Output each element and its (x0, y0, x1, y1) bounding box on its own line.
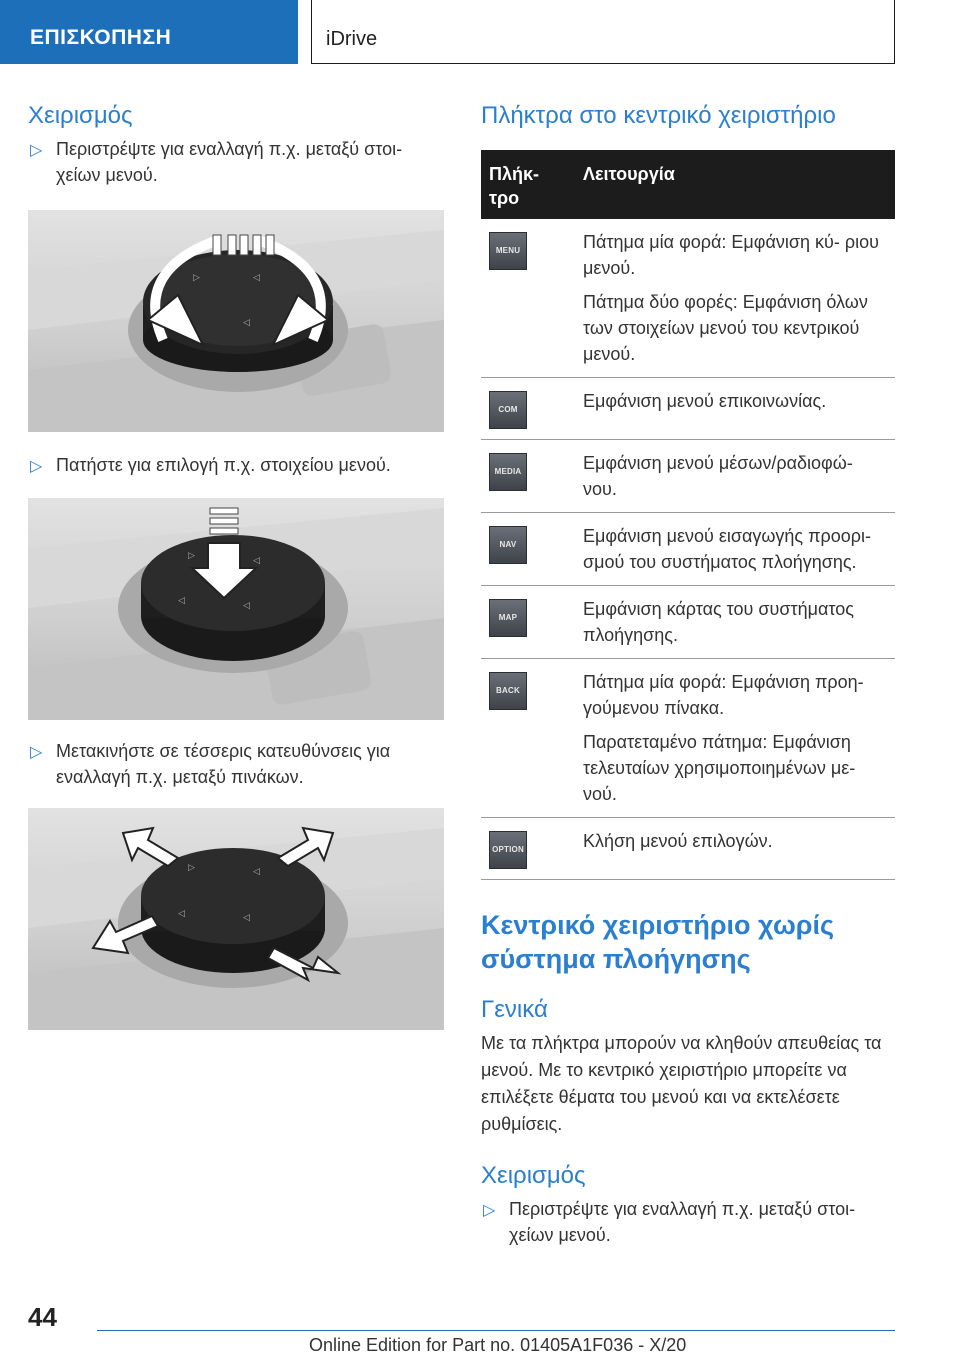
row-text: Παρατεταμένο πάτημα: Εμφάνιση τελευταίων χρησιμοποιημένων με‐ νού. (583, 732, 856, 804)
media-key-icon: MEDIA (489, 453, 527, 491)
table-row (481, 219, 895, 378)
operation-heading: Χειρισμός (28, 102, 133, 129)
triangle-right-icon: ▷ (30, 458, 43, 475)
operation-heading-2: Χειρισμός (481, 1162, 586, 1189)
com-key-icon: COM (489, 391, 527, 429)
footer-divider (97, 1330, 895, 1331)
section-tab: ΕΠΙΣΚΟΠΗΣΗ (0, 0, 298, 64)
option-key-icon: OPTION (489, 831, 527, 869)
table-row (481, 378, 895, 440)
svg-text:◁: ◁ (253, 272, 260, 282)
no-nav-heading: Κεντρικό χειριστήριο χωρίς σύστημα πλοήγησης (481, 910, 835, 974)
svg-text:◁: ◁ (253, 866, 260, 876)
row-text: Εμφάνιση κάρτας του συστήματος πλοήγησης. (583, 599, 854, 645)
table-row (481, 586, 895, 659)
col-key-header: Πλήκ‐ τρο (481, 150, 575, 219)
table-row (481, 440, 895, 513)
svg-text:◁: ◁ (243, 317, 250, 327)
chapter-title: iDrive (311, 0, 895, 64)
step-rotate-2-text: Περιστρέψτε για εναλλαγή π.χ. μεταξύ στοι‐ χείων μενού. (509, 1199, 856, 1245)
step-move-text: Μετακινήστε σε τέσσερις κατευθύνσεις για εναλλαγή π.χ. μεταξύ πινάκων. (56, 741, 391, 787)
step-rotate-2 (481, 1196, 895, 1248)
keys-heading: Πλήκτρα στο κεντρικό χειριστήριο (481, 102, 836, 129)
back-key-icon: BACK (489, 672, 527, 710)
footer-edition: Online Edition for Part no. 01405A1F036 - X/20 (309, 1335, 687, 1355)
controller-press-image (28, 498, 444, 720)
row-text: Κλήση μενού επιλογών. (583, 831, 773, 851)
table-row (481, 818, 895, 880)
row-text: Εμφάνιση μενού μέσων/ραδιοφώ‐ νου. (583, 453, 853, 499)
table-row (481, 659, 895, 818)
keys-table (481, 150, 895, 880)
col-function-header: Λειτουργία (575, 150, 895, 219)
step-rotate-text: Περιστρέψτε για εναλλαγή π.χ. μεταξύ στοι‐ χείων μενού. (56, 139, 403, 185)
left-column (28, 100, 444, 1030)
row-text: Πάτημα μία φορά: Εμφάνιση προη‐ γούμενου πίνακα. (583, 672, 864, 718)
table-row (481, 513, 895, 586)
general-paragraph: Με τα πλήκτρα μπορούν να κληθούν απευθείας τα μενού. Με το κεντρικό χειριστήριο μπορείτε να επιλέξετε θέματα του μενού και να εκτελέσετε ρυθμίσεις. (481, 1033, 882, 1134)
triangle-right-icon: ▷ (483, 1202, 496, 1219)
step-move (28, 738, 444, 790)
general-heading: Γενικά (481, 996, 548, 1023)
page-number: 44 (28, 1302, 57, 1332)
svg-text:◁: ◁ (178, 908, 185, 918)
row-text: Εμφάνιση μενού εισαγωγής προορι‐ σμού του συστήματος πλοήγησης. (583, 526, 872, 572)
svg-text:▷: ▷ (188, 550, 195, 560)
svg-text:▷: ▷ (193, 272, 200, 282)
right-column (481, 100, 895, 1248)
controller-rotate-image (28, 210, 444, 432)
map-key-icon: MAP (489, 599, 527, 637)
row-text: Πάτημα μία φορά: Εμφάνιση κύ‐ ριου μενού. (583, 232, 879, 278)
table-header-row (481, 150, 895, 219)
triangle-right-icon: ▷ (30, 744, 43, 761)
svg-text:◁: ◁ (178, 595, 185, 605)
row-text: Εμφάνιση μενού επικοινωνίας. (583, 391, 827, 411)
step-rotate (28, 136, 444, 188)
nav-key-icon: NAV (489, 526, 527, 564)
svg-text:◁: ◁ (253, 555, 260, 565)
step-press (28, 452, 444, 478)
triangle-right-icon: ▷ (30, 142, 43, 159)
svg-text:◁: ◁ (243, 600, 250, 610)
svg-text:◁: ◁ (243, 912, 250, 922)
row-text: Πάτημα δύο φορές: Εμφάνιση όλων των στοιχείων μενού του κεντρικού μενού. (583, 292, 868, 364)
step-press-text: Πατήστε για επιλογή π.χ. στοιχείου μενού. (56, 455, 391, 475)
svg-text:▷: ▷ (188, 862, 195, 872)
menu-key-icon: MENU (489, 232, 527, 270)
controller-move-image (28, 808, 444, 1030)
